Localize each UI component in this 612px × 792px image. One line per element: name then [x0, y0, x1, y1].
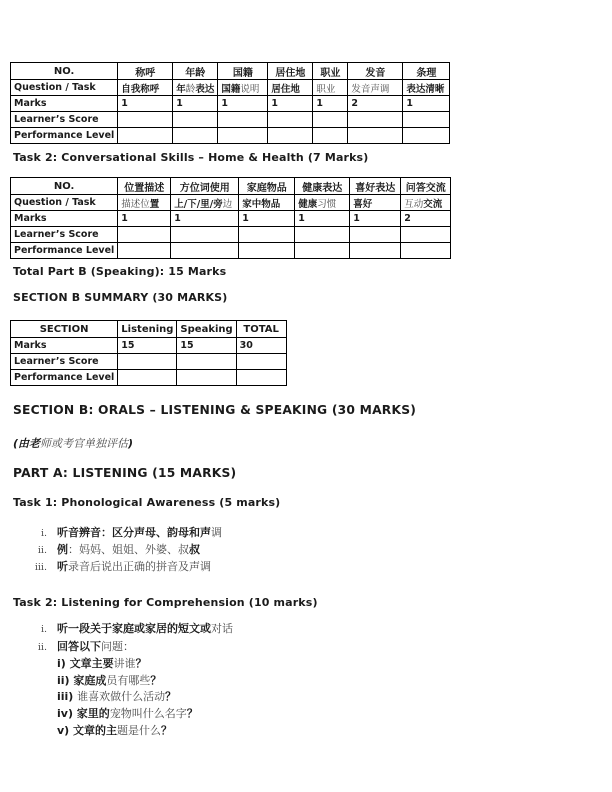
- table-header-cell: 家庭物品: [239, 178, 295, 195]
- list-item-text: [57, 621, 233, 638]
- table-header-cell: 位置描述: [118, 178, 171, 195]
- text-segment: ？: [161, 723, 173, 737]
- task2-listening-heading: Task 2: Listening for Comprehension (10 marks): [13, 596, 318, 609]
- table-cell: [171, 211, 239, 227]
- table-header-cell: NO.: [11, 178, 118, 195]
- table-cell: [403, 128, 450, 144]
- table-cell: [118, 227, 171, 243]
- table-cell: [118, 243, 171, 259]
- table-header-cell: 年龄: [173, 63, 218, 80]
- table-cell: [350, 211, 401, 227]
- table-cell: [348, 128, 403, 144]
- list-item: [14, 621, 233, 639]
- text-segment: 龄: [185, 83, 196, 95]
- row-label-cell: Marks: [11, 96, 118, 112]
- table-header-cell: 职业: [313, 63, 348, 80]
- text-segment: iii): [57, 690, 78, 704]
- text-segment: 上/下/里/旁: [174, 198, 223, 210]
- table-cell: [268, 80, 313, 96]
- speaking-task2-rubric-table: [10, 177, 451, 259]
- table-cell: [177, 354, 236, 370]
- text-segment: 叔: [189, 543, 200, 556]
- text-segment: 健康: [298, 198, 318, 210]
- row-label-cell: Performance Level: [11, 370, 118, 386]
- table-row: [11, 227, 451, 243]
- list-item: [14, 639, 233, 657]
- text-segment: 居住地: [271, 83, 300, 95]
- list-item-text: [57, 559, 211, 575]
- table-cell: [236, 370, 286, 386]
- text-segment: 1: [298, 213, 305, 224]
- list-marker: iii.: [34, 562, 47, 573]
- table-cell: [295, 195, 350, 211]
- text-segment: 互动: [404, 198, 424, 210]
- text-segment: 描述位: [121, 198, 150, 210]
- table-cell: [401, 243, 451, 259]
- text-segment: 听音辨音：区分声母、韵母和声: [57, 526, 211, 539]
- text-segment: 听一段关于家庭或家居的短文或: [57, 622, 211, 635]
- list-subitem-text: [57, 673, 161, 690]
- task2-listening-items: [14, 621, 233, 739]
- list-subitem: [14, 689, 233, 706]
- text-segment: 15: [121, 340, 135, 351]
- speaking-task1-rubric-table: [10, 62, 450, 144]
- table-row: [11, 96, 450, 112]
- text-segment: 1: [121, 213, 128, 224]
- table-cell: [118, 370, 177, 386]
- table-header-cell: Listening: [118, 321, 177, 338]
- text-segment: 1: [221, 98, 228, 109]
- text-segment: 表达: [195, 83, 215, 95]
- text-segment: ？: [150, 673, 162, 687]
- table-cell: [295, 243, 350, 259]
- table-cell: [401, 195, 451, 211]
- table-row: [11, 195, 451, 211]
- table-header-cell: 问答交流: [401, 178, 451, 195]
- list-marker: i.: [40, 624, 47, 635]
- table-cell: [118, 211, 171, 227]
- row-label-cell: Performance Level: [11, 243, 118, 259]
- text-segment: 表达清晰: [406, 83, 445, 95]
- table-cell: [348, 80, 403, 96]
- table-cell: [313, 80, 348, 96]
- section-b-orals-heading: SECTION B: ORALS – LISTENING & SPEAKING (30 MARKS): [13, 403, 417, 417]
- table-cell: [268, 128, 313, 144]
- table-cell: [173, 112, 218, 128]
- text-segment: 讲谁: [113, 657, 136, 671]
- text-segment: ？: [165, 690, 177, 704]
- table-row: [11, 80, 450, 96]
- list-item: [14, 559, 222, 576]
- section-b-summary-table: [10, 320, 287, 386]
- row-label-cell: Learner’s Score: [11, 354, 118, 370]
- list-subitem-text: [57, 706, 198, 723]
- table-header-cell: Speaking: [177, 321, 236, 338]
- table-header-cell: TOTAL: [236, 321, 286, 338]
- table-cell: [239, 195, 295, 211]
- table-header-cell: 条理: [403, 63, 450, 80]
- text-segment: 1: [176, 98, 183, 109]
- text-segment: 2: [404, 213, 411, 224]
- table-row: [11, 112, 450, 128]
- table-cell: [218, 112, 268, 128]
- table-cell: [401, 211, 451, 227]
- table-header-cell: 方位词使用: [171, 178, 239, 195]
- task1-listening-items: [14, 525, 222, 576]
- text-segment: 题是什么: [117, 723, 162, 737]
- table-cell: [118, 96, 173, 112]
- text-segment: 例: [57, 543, 68, 556]
- row-label-cell: Question / Task: [11, 80, 118, 96]
- table-cell: [348, 96, 403, 112]
- list-subitem: [14, 723, 233, 740]
- table-cell: [268, 96, 313, 112]
- text-segment: 1: [353, 213, 360, 224]
- table-cell: [177, 338, 236, 354]
- table-cell: [403, 96, 450, 112]
- table-header-row: [11, 321, 287, 338]
- text-segment: 谁喜欢做什么活动: [77, 690, 166, 704]
- table-cell: [295, 211, 350, 227]
- text-segment: i) 文章主要: [57, 657, 114, 671]
- table-header-cell: SECTION: [11, 321, 118, 338]
- table-cell: [218, 80, 268, 96]
- table-cell: [118, 80, 173, 96]
- table-cell: [118, 128, 173, 144]
- list-item-text: [57, 542, 200, 558]
- table-cell: [118, 354, 177, 370]
- table-cell: [268, 112, 313, 128]
- list-subitem-text: [57, 723, 172, 740]
- table-cell: [295, 227, 350, 243]
- text-segment: 录音后说出正确的拼音及声调: [68, 560, 211, 573]
- table-header-cell: NO.: [11, 63, 118, 80]
- table-cell: [118, 195, 171, 211]
- row-label-cell: Learner’s Score: [11, 112, 118, 128]
- table-cell: [118, 112, 173, 128]
- text-segment: 回答以下: [57, 639, 101, 653]
- table-cell: [171, 195, 239, 211]
- table-row: [11, 128, 450, 144]
- table-cell: [350, 227, 401, 243]
- text-segment: 国籍: [221, 83, 241, 95]
- text-segment: 职业: [316, 83, 336, 95]
- text-segment: 交流: [423, 198, 443, 210]
- row-label-cell: Question / Task: [11, 195, 118, 211]
- table-row: [11, 370, 287, 386]
- list-subitem: [14, 706, 233, 723]
- table-header-cell: 发音: [348, 63, 403, 80]
- table-cell: [118, 338, 177, 354]
- table-header-cell: 喜好表达: [350, 178, 401, 195]
- table-cell: [313, 96, 348, 112]
- text-segment: 问题：: [101, 639, 134, 653]
- text-segment: 自我称呼: [121, 83, 160, 95]
- table-cell: [173, 128, 218, 144]
- text-segment: 15: [180, 340, 194, 351]
- row-label-cell: Learner’s Score: [11, 227, 118, 243]
- total-part-b-heading: Total Part B (Speaking): 15 Marks: [13, 265, 227, 278]
- text-segment: (由老: [13, 437, 41, 450]
- list-marker: i.: [40, 528, 47, 539]
- text-segment: 宠物叫什么名字: [109, 706, 187, 720]
- list-item: [14, 525, 222, 542]
- text-segment: 喜好: [353, 198, 373, 210]
- section-b-summary-heading: SECTION B SUMMARY (30 MARKS): [13, 291, 228, 304]
- text-segment: 习惯: [317, 198, 337, 210]
- row-label-cell: Performance Level: [11, 128, 118, 144]
- table-cell: [313, 128, 348, 144]
- assessor-note: [13, 435, 133, 451]
- text-segment: 1: [121, 98, 128, 109]
- table-cell: [173, 80, 218, 96]
- table-cell: [401, 227, 451, 243]
- list-marker: ii.: [37, 641, 47, 653]
- text-segment: 年: [176, 83, 186, 95]
- list-subitem: [14, 656, 233, 673]
- text-segment: iv) 家里的: [57, 706, 110, 720]
- table-header-row: [11, 63, 450, 80]
- table-row: [11, 354, 287, 370]
- text-segment: 调: [211, 526, 222, 539]
- table-cell: [173, 96, 218, 112]
- text-segment: 置: [149, 198, 160, 210]
- table-cell: [403, 112, 450, 128]
- list-item-text: [57, 525, 222, 541]
- text-segment: ？: [186, 706, 198, 720]
- text-segment: v) 文章的主: [57, 723, 118, 737]
- table-header-row: [11, 178, 451, 195]
- text-segment: ii) 家庭成: [57, 673, 107, 687]
- table-cell: [218, 128, 268, 144]
- list-marker: ii.: [37, 545, 47, 556]
- table-header-cell: 居住地: [268, 63, 313, 80]
- text-segment: ：妈妈、姐姐、外婆、叔: [68, 543, 189, 556]
- text-segment: 边: [222, 198, 233, 210]
- list-subitem-text: [57, 656, 147, 673]
- task2-speaking-heading: Task 2: Conversational Skills – Home & Health (7 Marks): [13, 151, 369, 164]
- table-cell: [171, 243, 239, 259]
- text-segment: 说明: [240, 83, 260, 95]
- table-cell: [348, 112, 403, 128]
- text-segment: 1: [242, 213, 249, 224]
- text-segment: 1: [174, 213, 181, 224]
- table-cell: [239, 243, 295, 259]
- text-segment: 发音声调: [351, 83, 390, 95]
- text-segment: 听: [57, 560, 68, 573]
- table-cell: [171, 227, 239, 243]
- text-segment: 员有哪些: [106, 673, 151, 687]
- task1-listening-heading: Task 1: Phonological Awareness (5 marks): [13, 496, 281, 509]
- text-segment: 家中物品: [242, 198, 281, 210]
- table-cell: [236, 354, 286, 370]
- table-cell: [177, 370, 236, 386]
- row-label-cell: Marks: [11, 211, 118, 227]
- text-segment: 1: [271, 98, 278, 109]
- table-header-cell: 国籍: [218, 63, 268, 80]
- table-cell: [350, 243, 401, 259]
- table-cell: [350, 195, 401, 211]
- text-segment: 1: [316, 98, 323, 109]
- table-row: [11, 211, 451, 227]
- table-cell: [218, 96, 268, 112]
- table-cell: [236, 338, 286, 354]
- table-header-cell: 称呼: [118, 63, 173, 80]
- text-segment: 对话: [211, 622, 233, 635]
- text-segment: 30: [239, 340, 253, 351]
- table-cell: [403, 80, 450, 96]
- list-item: [14, 542, 222, 559]
- table-row: [11, 243, 451, 259]
- table-row: [11, 338, 287, 354]
- table-cell: [239, 227, 295, 243]
- list-item-text: [57, 639, 134, 656]
- text-segment: 1: [406, 98, 413, 109]
- table-cell: [313, 112, 348, 128]
- list-subitem: [14, 673, 233, 690]
- row-label-cell: Marks: [11, 338, 118, 354]
- table-header-cell: 健康表达: [295, 178, 350, 195]
- text-segment: ？: [135, 657, 147, 671]
- list-subitem-text: [57, 689, 176, 706]
- part-a-listening-heading: PART A: LISTENING (15 MARKS): [13, 466, 237, 480]
- text-segment: 2: [351, 98, 358, 109]
- text-segment: ): [128, 437, 134, 450]
- text-segment: 师或考官单独评估: [40, 437, 129, 450]
- table-cell: [239, 211, 295, 227]
